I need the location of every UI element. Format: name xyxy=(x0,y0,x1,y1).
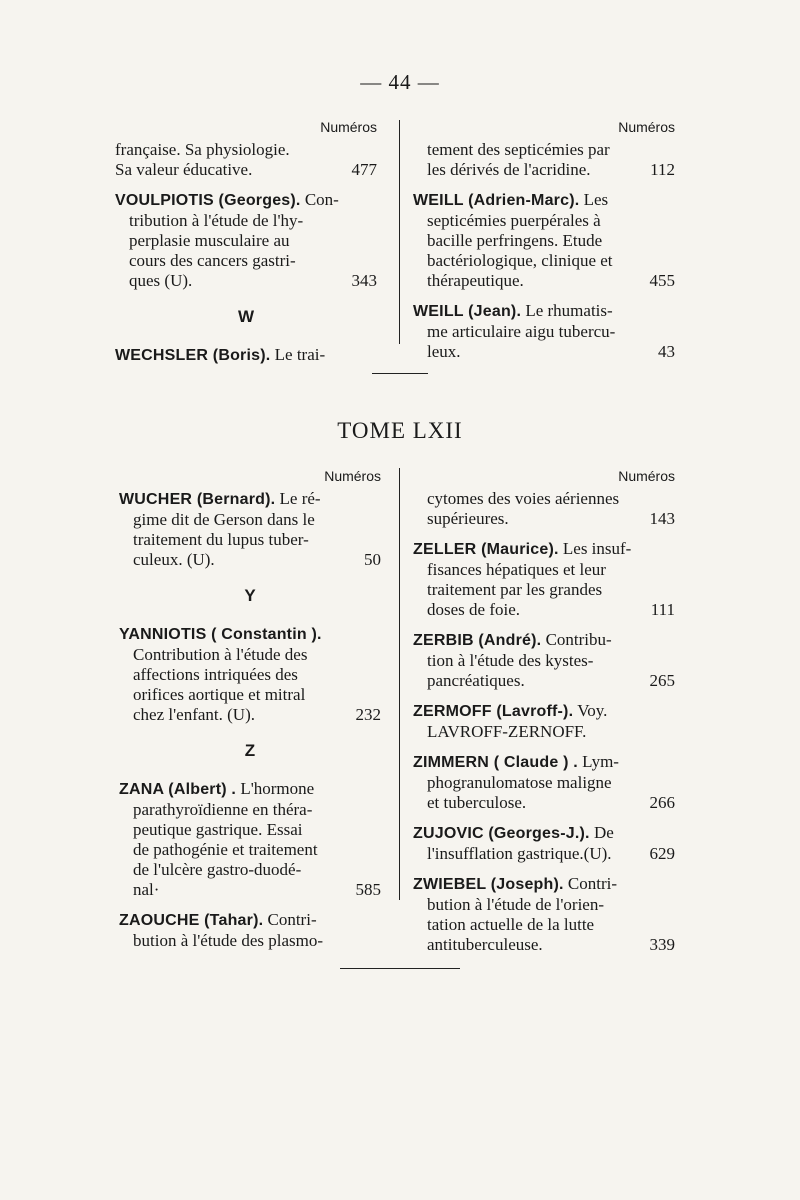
entry-number: 455 xyxy=(649,271,675,290)
entry-line: Sa valeur éducative. xyxy=(115,160,253,179)
author-name: ZERBIB (André). xyxy=(413,632,542,649)
entry-line: tement des septicémies par xyxy=(427,140,610,159)
index-entry-continuation xyxy=(115,140,377,180)
entry-line: parathyroïdienne en théra- xyxy=(133,800,313,819)
entry-line: Le rhumatis- xyxy=(525,301,613,320)
entry-line: les dérivés de l'acridine. xyxy=(427,160,591,179)
index-entry-continuation xyxy=(413,489,675,529)
entry-line: Contribution à l'étude des xyxy=(133,645,308,664)
entry-line: affections intriquées des xyxy=(133,665,298,684)
entry-line: De xyxy=(593,823,614,842)
entry-line: nal· xyxy=(133,880,160,899)
entry-line: et tuberculose. xyxy=(427,793,527,812)
entry-line: doses de foie. xyxy=(427,600,521,619)
entry-line: antituberculeuse. xyxy=(427,935,543,954)
index-entry-voulpiotis xyxy=(115,190,377,291)
entry-line: tribution à l'étude de l'hy- xyxy=(129,211,304,230)
index-entry-zermoff xyxy=(413,701,675,742)
entry-number: 585 xyxy=(355,880,381,899)
entry-line: cytomes des voies aériennes xyxy=(427,489,620,508)
entry-line: thérapeutique. xyxy=(427,271,524,290)
index-entry-weill-jean xyxy=(413,301,675,362)
entry-line: Con- xyxy=(304,190,339,209)
entry-line: bution à l'étude des plasmo- xyxy=(133,931,324,950)
entry-line: l'insufflation gastrique.(U). xyxy=(427,844,612,863)
index-entry-yanniotis xyxy=(119,624,381,725)
entry-line: traitement du lupus tuber- xyxy=(133,530,309,549)
index-entry-weill-adrien xyxy=(413,190,675,291)
index-entry-continuation xyxy=(413,140,675,180)
column-header: Numéros xyxy=(618,119,675,135)
entry-number: 339 xyxy=(649,935,675,954)
section-rule xyxy=(372,373,428,374)
entry-line: LAVROFF-ZERNOFF. xyxy=(427,722,587,741)
column-header: Numéros xyxy=(618,468,675,484)
entry-number: 343 xyxy=(351,271,377,290)
entry-line: orifices aortique et mitral xyxy=(133,685,306,704)
index-entry-zaouche xyxy=(119,910,381,951)
entry-line: Les xyxy=(583,190,609,209)
entry-line: peutique gastrique. Essai xyxy=(133,820,303,839)
column-header: Numéros xyxy=(320,119,377,135)
entry-line: bacille perfringens. Etude xyxy=(427,231,603,250)
entry-number: 50 xyxy=(364,550,381,569)
author-name: ZWIEBEL (Joseph). xyxy=(413,876,564,893)
entry-line: de l'ulcère gastro-duodé- xyxy=(133,860,302,879)
entry-line: Le ré- xyxy=(279,489,321,508)
entry-line: gime dit de Gerson dans le xyxy=(133,510,315,529)
lower-left-column xyxy=(119,467,381,961)
entry-line: française. Sa physiologie. xyxy=(115,140,290,159)
author-name: ZELLER (Maurice). xyxy=(413,541,559,558)
entry-line: leux. xyxy=(427,342,461,361)
entry-line: Le trai- xyxy=(274,345,326,364)
entry-line: bution à l'étude de l'orien- xyxy=(427,895,605,914)
entry-number: 232 xyxy=(355,705,381,724)
entry-number: 143 xyxy=(649,509,675,528)
page-number: — 44 — xyxy=(360,70,440,94)
entry-line: Contri- xyxy=(267,910,317,929)
index-entry-zujovic xyxy=(413,823,675,864)
upper-left-column xyxy=(115,118,377,376)
tome-heading: TOME LXII xyxy=(337,418,463,443)
entry-line: Voy. xyxy=(577,701,608,720)
entry-line: septicémies puerpérales à xyxy=(427,211,601,230)
author-name: WECHSLER (Boris). xyxy=(115,347,271,364)
entry-line: traitement par les grandes xyxy=(427,580,603,599)
entry-line: me articulaire aigu tubercu- xyxy=(427,322,616,341)
author-name: WEILL (Jean). xyxy=(413,303,522,320)
entry-number: 477 xyxy=(351,160,377,179)
entry-line: tation actuelle de la lutte xyxy=(427,915,595,934)
entry-line: pancréatiques. xyxy=(427,671,525,690)
entry-number: 111 xyxy=(650,600,675,619)
author-name: WUCHER (Bernard). xyxy=(119,491,276,508)
entry-line: Contri- xyxy=(567,874,618,893)
entry-line: ques (U). xyxy=(129,271,193,290)
author-name: ZUJOVIC (Georges-J.). xyxy=(413,825,590,842)
column-divider-upper xyxy=(399,120,400,344)
index-entry-wucher xyxy=(119,489,381,570)
entry-line: tion à l'étude des kystes- xyxy=(427,651,594,670)
index-entry-zeller xyxy=(413,539,675,620)
entry-line: Contribu- xyxy=(545,630,612,649)
entry-line: Lym- xyxy=(582,752,619,771)
entry-number: 43 xyxy=(658,342,675,361)
upper-right-column xyxy=(413,118,675,372)
entry-line: chez l'enfant. (U). xyxy=(133,705,255,724)
entry-line: phogranulomatose maligne xyxy=(427,773,612,792)
entry-line: supérieures. xyxy=(427,509,509,528)
entry-line: de pathogénie et traitement xyxy=(133,840,318,859)
bottom-rule xyxy=(340,968,460,969)
column-divider-lower xyxy=(399,468,400,900)
entry-line: L'hormone xyxy=(240,779,315,798)
author-name: VOULPIOTIS (Georges). xyxy=(115,192,301,209)
author-name: ZANA (Albert) . xyxy=(119,781,237,798)
entry-number: 112 xyxy=(650,160,675,179)
author-name: ZAOUCHE (Tahar). xyxy=(119,912,264,929)
index-entry-wechsler xyxy=(115,345,377,366)
entry-line: cours des cancers gastri- xyxy=(129,251,296,270)
author-name: ZERMOFF (Lavroff-). xyxy=(413,703,574,720)
entry-line: bactériologique, clinique et xyxy=(427,251,613,270)
entry-number: 265 xyxy=(649,671,675,690)
index-entry-zimmern xyxy=(413,752,675,813)
author-name: YANNIOTIS ( Constantin ). xyxy=(119,626,322,643)
entry-line: culeux. (U). xyxy=(133,550,215,569)
index-entry-zwiebel xyxy=(413,874,675,955)
entry-line: fisances hépatiques et leur xyxy=(427,560,606,579)
entry-number: 266 xyxy=(649,793,675,812)
section-letter-z: Z xyxy=(244,741,256,760)
author-name: ZIMMERN ( Claude ) . xyxy=(413,754,578,771)
author-name: WEILL (Adrien-Marc). xyxy=(413,192,580,209)
section-letter-y: Y xyxy=(244,586,256,605)
column-header: Numéros xyxy=(324,468,381,484)
index-entry-zerbib xyxy=(413,630,675,691)
section-letter-w: W xyxy=(237,307,255,326)
lower-right-column xyxy=(413,467,675,965)
entry-line: perplasie musculaire au xyxy=(129,231,290,250)
entry-number: 629 xyxy=(649,844,675,863)
entry-line: Les insuf- xyxy=(562,539,632,558)
index-entry-zana xyxy=(119,779,381,900)
